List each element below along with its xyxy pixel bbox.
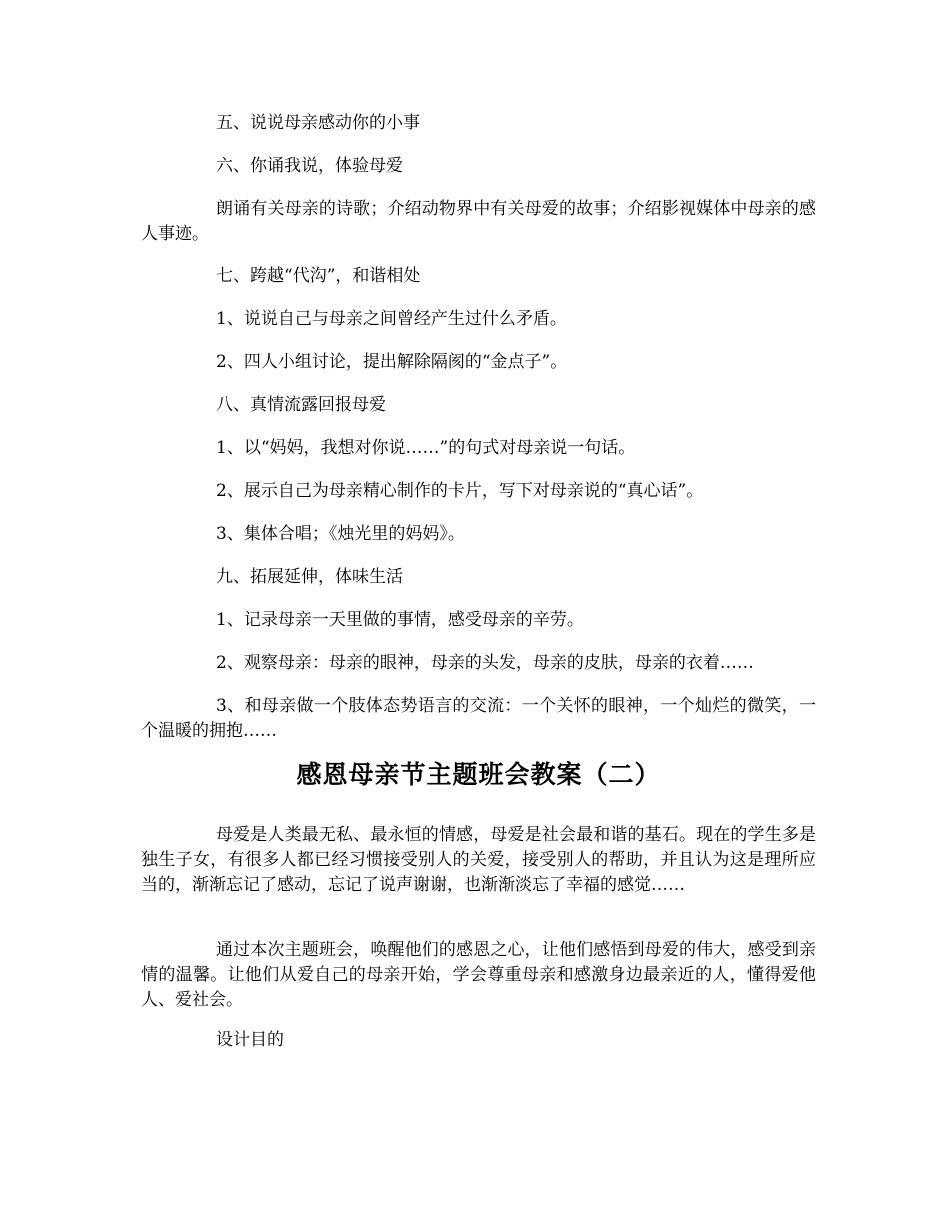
section-heading-9: 九、拓展延伸，体味生活 <box>216 567 403 587</box>
list-item: 2、四人小组讨论，提出解除隔阂的“金点子”。 <box>216 352 568 372</box>
body-paragraph: 朗诵有关母亲的诗歌；介绍动物界中有关母爱的故事；介绍影视媒体中母亲的感人事迹。 <box>141 199 816 244</box>
list-item: 1、说说自己与母亲之间曾经产生过什么矛盾。 <box>216 309 567 329</box>
section-heading-6: 六、你诵我说，体验母爱 <box>216 156 403 176</box>
list-item: 3、集体合唱；《烛光里的妈妈》。 <box>216 524 465 544</box>
list-item: 2、展示自己为母亲精心制作的卡片，写下对母亲说的“真心话”。 <box>216 481 704 501</box>
list-item: 3、和母亲做一个肢体态势语言的交流：一个关怀的眼神，一个灿烂的微笑，一个温暖的拥抱…… <box>141 696 816 741</box>
section-heading: 设计目的 <box>216 1030 284 1050</box>
body-paragraph: 母爱是人类最无私、最永恒的情感，母爱是社会最和谐的基石。现在的学生多是独生子女，有很多人都已经习惯接受别人的关爱，接受别人的帮助，并且认为这是理所应当的，渐渐忘记了感动，忘记了说声谢谢，也渐渐淡忘了幸福的感觉…… <box>141 825 816 895</box>
section-heading-8: 八、真情流露回报母爱 <box>216 395 386 415</box>
list-item: 1、以“妈妈，我想对你说……”的句式对母亲说一句话。 <box>216 438 636 458</box>
list-item: 1、记录母亲一天里做的事情，感受母亲的辛劳。 <box>216 610 584 630</box>
section-heading-7: 七、跨越“代沟”，和谐相处 <box>216 266 421 286</box>
body-paragraph: 通过本次主题班会，唤醒他们的感恩之心，让他们感悟到母爱的伟大，感受到亲情的温馨。让他们从爱自己的母亲开始，学会尊重母亲和感激身边最亲近的人，懂得爱他人、爱社会。 <box>141 940 816 1010</box>
document-title: 感恩母亲节主题班会教案（二） <box>296 760 661 789</box>
section-heading-5: 五、说说母亲感动你的小事 <box>216 113 420 133</box>
list-item: 2、观察母亲：母亲的眼神，母亲的头发，母亲的皮肤，母亲的衣着…… <box>216 653 754 673</box>
